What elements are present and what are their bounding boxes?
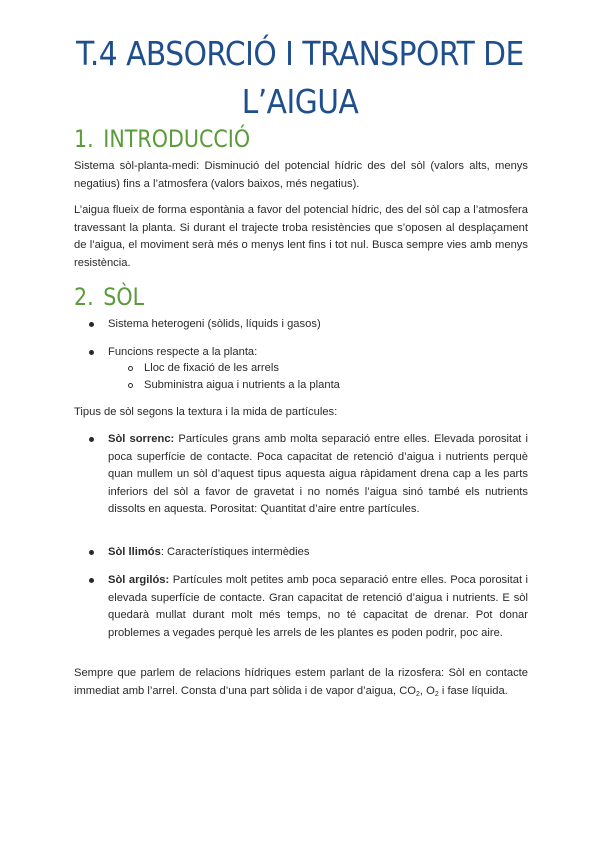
sub-list-item: Subministra aigua i nutrients a la planta xyxy=(144,379,340,391)
bullet-dot xyxy=(89,322,94,327)
list-item-sol-sorrenc xyxy=(108,431,528,519)
document-title xyxy=(0,30,600,126)
definition: Partícules molt petites amb poca separació entre elles. Poca porositat i elevada superfície de contacte. Gran capacitat de retenció d’aigua i nutrients. E sòl quedarà mullat durant molt més temps, no té capacitat de drenar. Pot donar problemes a vegades perquè les arrels de les plantes es poden podrir, poc aire. xyxy=(108,574,529,639)
definition: : Característiques intermèdies xyxy=(160,546,310,558)
list-item-sol-argilos xyxy=(108,572,528,642)
section-heading-introduccio xyxy=(74,124,250,154)
term: Sòl argilós: xyxy=(108,574,170,586)
section-title: SÒL xyxy=(103,283,145,311)
bullet-dot xyxy=(89,350,94,355)
list-item-sol-llimos xyxy=(108,544,528,562)
intro-paragraph-1: Sistema sòl-planta-medi: Disminució del potencial hídric des del sòl (valors alts, menys negatius) fins a l’atmosfera (valors baixos, més negatius). xyxy=(74,160,528,190)
texture-intro: Tipus de sòl segons la textura i la mida de partícules: xyxy=(74,406,338,418)
rizosfera-paragraph: Sempre que parlem de relacions hídriques estem parlant de la rizosfera: Sòl en contacte immediat amb l’arrel. Consta d’una part sòlida i de vapor d’aigua, $CO_2$, $O_2$ i fase líquida. xyxy=(74,667,528,698)
title-line-2: L’AIGUA xyxy=(241,82,359,121)
sub-bullet-circle xyxy=(128,366,133,371)
sub-list-item: Lloc de fixació de les arrels xyxy=(144,362,279,374)
section-number: 2. xyxy=(74,283,94,311)
bullet-dot xyxy=(89,550,94,555)
section-title: INTRODUCCIÓ xyxy=(103,125,251,153)
section-heading-sol xyxy=(74,282,144,312)
list-item: Sistema heterogeni (sòlids, líquids i gasos) xyxy=(108,318,321,330)
intro-paragraph-2: L’aigua flueix de forma espontània a favor del potencial hídric, des del sòl cap a l’atmosfera travessant la planta. Si durant el trajecte troba resistències que s’oposen al desplaçament de l’aigua, el moviment serà més o menys lent fins i tot nul. Busca sempre vies amb menys resistència. xyxy=(74,204,528,269)
section-number: 1. xyxy=(74,125,94,153)
bullet-dot xyxy=(89,578,94,583)
list-item: Funcions respecte a la planta: xyxy=(108,346,258,358)
term: Sòl llimós xyxy=(108,546,161,558)
definition: Partícules grans amb molta separació entre elles. Elevada porositat i poca superfície de contacte. Poca capacitat de retenció d’aigua i nutrients perquè quan mullem un sòl d’aquest tipus aquesta aigua ràpidament drena cap a les parts inferiors del sòl a favor de gravetat i no només l’aigua sinó també els nutrients dissolts en aquesta. Porositat: Quantitat d’aire entre partícules. xyxy=(108,433,528,515)
term: Sòl sorrenc: xyxy=(108,433,175,445)
sub-bullet-circle xyxy=(128,383,133,388)
bullet-dot xyxy=(89,437,94,442)
title-line-1: T.4 ABSORCIÓ I TRANSPORT DE xyxy=(76,34,524,73)
